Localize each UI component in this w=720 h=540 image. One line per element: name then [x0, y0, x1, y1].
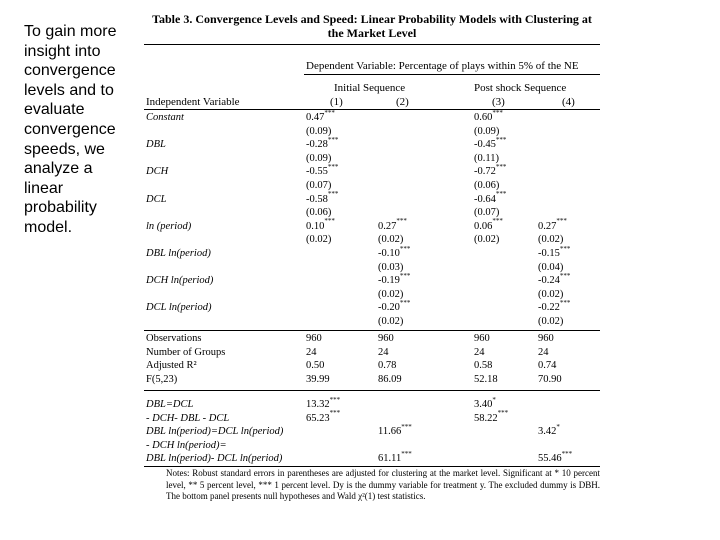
cell-c2: -0.10*** [378, 244, 411, 259]
table-row [144, 233, 600, 247]
row-label: ln (period) [146, 220, 192, 232]
table-row [144, 179, 600, 193]
significance-stars: *** [559, 271, 571, 280]
cell-c4: -0.22*** [538, 298, 571, 314]
significance-stars: *** [492, 108, 503, 117]
row-label: Observations [146, 333, 202, 344]
significance-stars: *** [399, 298, 411, 307]
significance-stars: *** [556, 217, 567, 226]
table-title-line2: the Market Level [327, 26, 417, 40]
table-row [144, 315, 600, 329]
cell-c4: 55.46*** [538, 449, 573, 465]
cell-c1: 13.32*** [306, 395, 341, 410]
row-label: Constant [146, 112, 184, 123]
cell-c2: 61.11*** [378, 449, 412, 465]
cell-c3: 0.60*** [474, 108, 503, 123]
significance-stars: *** [495, 190, 507, 199]
cell-c1: (0.06) [306, 207, 332, 219]
significance-stars: *** [327, 135, 339, 144]
group-post-shock-sequence: Post shock Sequence [474, 82, 567, 94]
cell-c4: 0.27*** [538, 217, 567, 232]
significance-stars: *** [559, 298, 571, 307]
cell-c4: -0.15*** [538, 244, 571, 259]
cell-c3: 3.40* [474, 395, 496, 410]
cell-c1: (0.02) [306, 234, 332, 246]
significance-stars: *** [324, 217, 335, 226]
table-row [144, 449, 600, 466]
row-label: DCH [146, 166, 169, 178]
table-row [144, 125, 600, 139]
cell-c3: 58.22*** [474, 409, 509, 424]
cell-c1: 0.50 [306, 360, 325, 372]
cell-c2: (0.02) [378, 288, 404, 300]
cell-c4: (0.02) [538, 288, 564, 300]
row-label: DBL ln(period)- DCL ln(period) [146, 453, 283, 465]
table-row [144, 439, 600, 453]
cell-c1: (0.09) [306, 125, 332, 137]
column-header-1: (1) [330, 96, 343, 108]
row-label: DCL ln(period) [146, 302, 212, 314]
significance-stars: *** [495, 162, 507, 171]
cell-c4: 24 [538, 346, 549, 358]
column-header-2: (2) [396, 96, 409, 108]
table-row [144, 359, 600, 373]
dependent-variable-label: Dependent Variable: Percentage of plays within 5% of the NE [306, 60, 579, 72]
top-rule [144, 44, 600, 45]
stats-rule [144, 330, 600, 331]
cell-c4: 70.90 [538, 373, 562, 385]
cell-c1: (0.09) [306, 152, 332, 164]
cell-c1: (0.07) [306, 180, 332, 191]
cell-c3: (0.02) [474, 234, 500, 246]
cell-c1: 24 [306, 346, 317, 358]
cell-c3: -0.72*** [474, 162, 507, 178]
significance-stars: *** [399, 271, 411, 280]
cell-c3: 0.58 [474, 360, 493, 372]
significance-stars: *** [327, 190, 339, 199]
table-title [144, 12, 600, 40]
table-row [144, 108, 600, 125]
cell-c4: -0.24*** [538, 271, 571, 287]
table-row [144, 298, 600, 315]
table-row [144, 422, 600, 439]
row-label: Adjusted R² [146, 360, 197, 372]
row-label: DCL [146, 193, 167, 205]
table-row [144, 162, 600, 179]
significance-stars: *** [396, 217, 407, 226]
bottom-rule [144, 466, 600, 467]
significance-stars: *** [495, 135, 507, 144]
significance-stars: *** [561, 449, 573, 458]
header-rule [144, 109, 600, 110]
slide-body-text: To gain more insight into convergence levels and to evaluate convergence speeds, we analyze a linear probability model. [24, 23, 117, 236]
significance-stars: * [556, 422, 560, 431]
cell-c1: 0.47*** [306, 108, 335, 123]
cell-c2: 24 [378, 346, 389, 358]
cell-c3: -0.64*** [474, 190, 507, 205]
cell-c3: (0.07) [474, 207, 500, 219]
cell-c4: (0.04) [538, 261, 564, 273]
table-row [144, 244, 600, 261]
row-label: DBL=DCL [146, 399, 194, 410]
significance-stars: *** [401, 449, 412, 458]
table-row [144, 332, 600, 346]
cell-c4: 960 [538, 333, 554, 344]
significance-stars: *** [497, 409, 509, 418]
cell-c1: 65.23*** [306, 409, 341, 424]
cell-c2: -0.19*** [378, 271, 411, 287]
table-row [144, 206, 600, 220]
independent-variable-header: Independent Variable [146, 96, 240, 108]
row-label: - DCH ln(period)= [146, 439, 227, 451]
significance-stars: *** [492, 217, 503, 226]
dependent-variable-rule [304, 74, 600, 75]
cell-c2: (0.02) [378, 316, 404, 327]
column-header-3: (3) [492, 96, 505, 108]
cell-c3: 0.06*** [474, 217, 503, 232]
row-label: - DCH- DBL - DCL [146, 412, 230, 424]
significance-stars: *** [324, 108, 335, 117]
cell-c4: 0.74 [538, 360, 557, 372]
table-notes: Notes: Robust standard errors in parentheses are adjusted for clustering at the market level. Significant at * 10 percent level, ** 5 percent level, *** 1 percent level. Dy is the dummy variable for treatment y. The excluded dummy is DBH. The bottom panel presents null hypotheses and Wald χ²(1) test statistics. [166, 468, 600, 501]
cell-c2: (0.02) [378, 234, 404, 246]
tests-rule [144, 390, 600, 391]
column-header-4: (4) [562, 96, 575, 108]
significance-stars: *** [559, 244, 571, 253]
cell-c2: 0.27*** [378, 217, 407, 232]
cell-c3: (0.11) [474, 152, 499, 164]
row-label: DCH ln(period) [146, 275, 214, 287]
cell-c2: 960 [378, 333, 394, 344]
cell-c2: 0.78 [378, 360, 397, 372]
cell-c2: (0.03) [378, 261, 404, 273]
cell-c1: 960 [306, 333, 322, 344]
cell-c4: (0.02) [538, 234, 564, 246]
significance-stars: * [492, 395, 496, 404]
table-row [144, 271, 600, 288]
significance-stars: *** [329, 395, 341, 404]
table-row [144, 409, 600, 426]
cell-c4: (0.02) [538, 316, 564, 327]
table-row [144, 373, 600, 387]
significance-stars: *** [401, 422, 412, 431]
table-row [144, 217, 600, 234]
significance-stars: *** [329, 409, 341, 418]
table-row [144, 261, 600, 275]
row-label: DBL [146, 139, 166, 151]
table-row [144, 288, 600, 302]
cell-c3: 24 [474, 346, 485, 358]
cell-c4: 3.42* [538, 422, 560, 438]
cell-c1: -0.55*** [306, 162, 339, 178]
cell-c3: -0.45*** [474, 135, 507, 151]
table-row [144, 152, 600, 166]
row-label: Number of Groups [146, 346, 226, 358]
table-row [144, 395, 600, 412]
cell-c1: 39.99 [306, 373, 330, 385]
table-row [144, 135, 600, 152]
cell-c3: 960 [474, 333, 490, 344]
significance-stars: *** [399, 244, 411, 253]
cell-c1: -0.58*** [306, 190, 339, 205]
cell-c1: 0.10*** [306, 217, 335, 232]
table-row [144, 346, 600, 360]
cell-c2: -0.20*** [378, 298, 411, 314]
cell-c3: 52.18 [474, 373, 498, 385]
regression-table [144, 12, 600, 501]
row-label: DBL ln(period) [146, 248, 211, 259]
group-initial-sequence: Initial Sequence [334, 82, 406, 94]
row-label: F(5,23) [146, 373, 178, 385]
row-label: DBL ln(period)=DCL ln(period) [146, 426, 284, 438]
table-row [144, 190, 600, 207]
significance-stars: *** [327, 162, 339, 171]
cell-c3: (0.06) [474, 180, 500, 191]
cell-c2: 86.09 [378, 373, 402, 385]
cell-c3: (0.09) [474, 125, 500, 137]
cell-c1: -0.28*** [306, 135, 339, 151]
table-title-line1: Table 3. Convergence Levels and Speed: Linear Probability Models with Clustering at [152, 12, 592, 26]
cell-c2: 11.66*** [378, 422, 412, 438]
